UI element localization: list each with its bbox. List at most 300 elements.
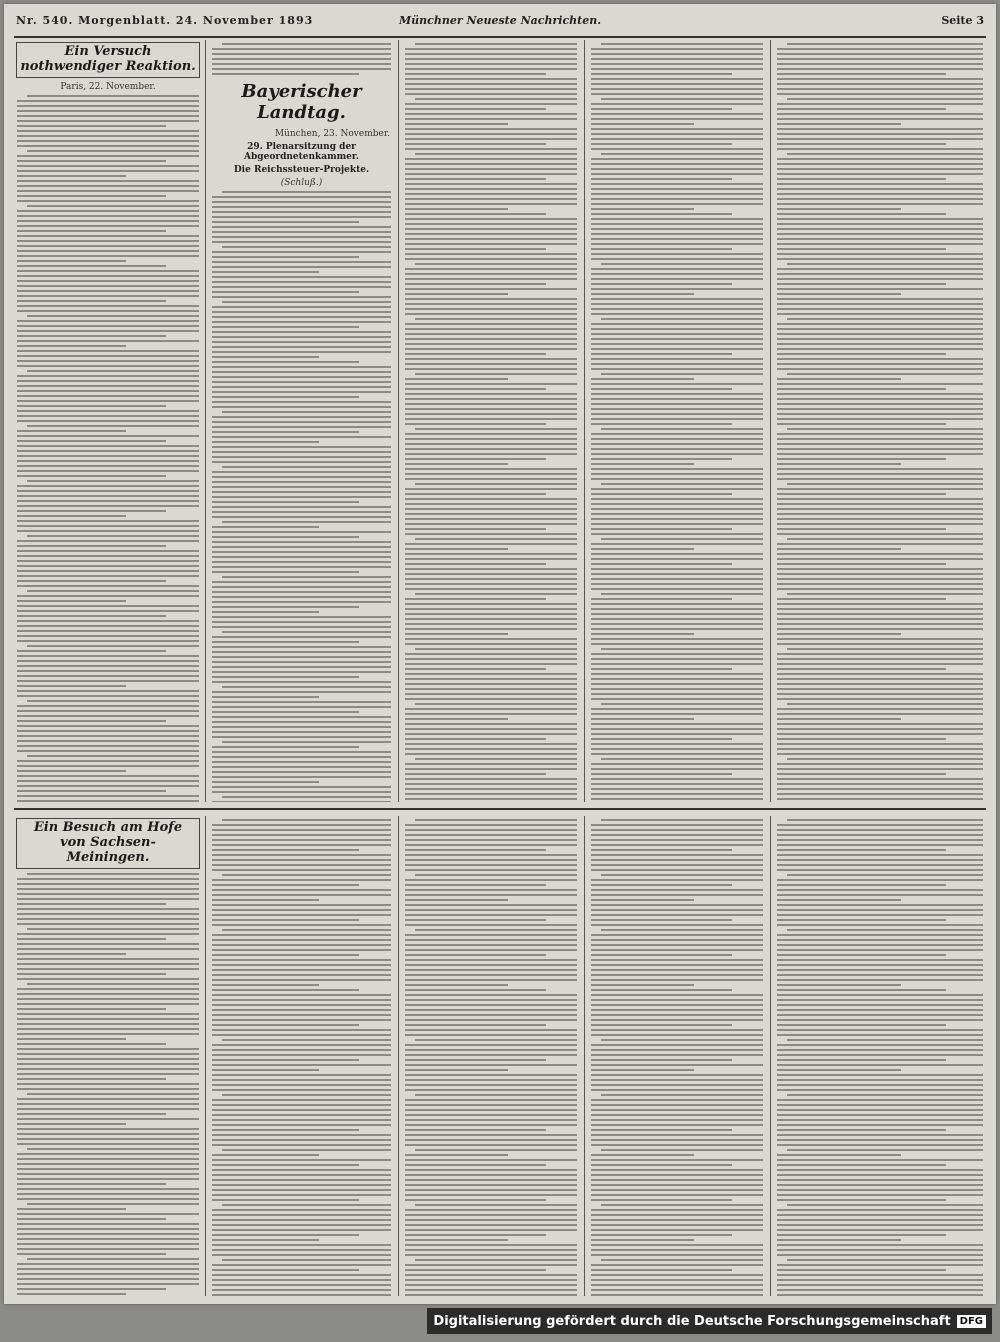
text-line — [212, 736, 391, 738]
text-line — [777, 884, 946, 886]
text-line — [787, 318, 983, 320]
text-line — [212, 306, 391, 308]
text-line — [405, 688, 577, 690]
text-line — [777, 408, 983, 410]
text-line — [17, 375, 199, 377]
text-line — [591, 673, 763, 675]
text-line — [591, 643, 763, 645]
text-line — [405, 218, 577, 220]
text-line — [591, 173, 763, 175]
text-line — [777, 909, 983, 911]
text-line — [17, 670, 199, 672]
text-line — [601, 1204, 763, 1206]
text-line — [777, 1234, 946, 1236]
text-line — [777, 793, 983, 795]
text-line — [591, 293, 694, 295]
text-line — [591, 488, 763, 490]
text-line — [591, 363, 763, 365]
text-line — [591, 323, 763, 325]
text-line — [212, 959, 391, 961]
text-line — [17, 580, 166, 582]
text-line — [212, 621, 391, 623]
text-line — [17, 160, 166, 162]
text-line — [405, 849, 546, 851]
text-line — [212, 681, 391, 683]
text-line — [212, 441, 319, 443]
text-line — [591, 663, 763, 665]
text-line — [212, 904, 391, 906]
text-line — [777, 273, 983, 275]
text-line — [777, 123, 901, 125]
text-line — [17, 1003, 199, 1005]
text-line — [591, 163, 763, 165]
text-line — [17, 250, 199, 252]
text-line — [591, 463, 694, 465]
text-line — [405, 859, 577, 861]
text-line — [591, 1194, 763, 1196]
text-line — [212, 756, 391, 758]
text-line — [212, 1054, 391, 1056]
text-line — [591, 528, 732, 530]
text-line — [17, 883, 199, 885]
text-line — [591, 1064, 763, 1066]
article-title-meiningen: Ein Besuch am Hofe von Sachsen-Meiningen. — [16, 818, 200, 869]
text-line — [601, 648, 763, 650]
text-line — [777, 508, 983, 510]
text-line — [17, 215, 199, 217]
text-line — [787, 874, 983, 876]
text-line — [777, 348, 983, 350]
text-line — [591, 1199, 732, 1201]
text-line — [591, 1044, 763, 1046]
text-line — [405, 603, 577, 605]
text-line — [17, 280, 199, 282]
text-line — [591, 1189, 763, 1191]
text-line — [212, 501, 359, 503]
text-line — [405, 303, 577, 305]
text-line — [591, 193, 763, 195]
text-line — [777, 438, 983, 440]
text-line — [777, 58, 983, 60]
text-line — [591, 228, 763, 230]
text-line — [212, 586, 391, 588]
text-line — [405, 1059, 546, 1061]
text-line — [405, 1034, 577, 1036]
text-line — [17, 585, 199, 587]
text-line — [777, 1199, 946, 1201]
text-line — [405, 673, 577, 675]
text-line — [17, 1223, 199, 1225]
text-line — [591, 1219, 763, 1221]
text-line — [591, 728, 763, 730]
text-line — [222, 521, 391, 523]
text-line — [405, 553, 577, 555]
text-line — [787, 703, 983, 705]
text-line — [405, 1064, 577, 1066]
text-line — [212, 1099, 391, 1101]
text-line — [27, 95, 199, 97]
text-line — [787, 43, 983, 45]
text-line — [777, 93, 983, 95]
text-line — [777, 183, 983, 185]
text-line — [601, 483, 763, 485]
text-line — [591, 834, 763, 836]
text-line — [591, 748, 763, 750]
text-line — [212, 859, 391, 861]
text-line — [591, 533, 763, 535]
text-line — [777, 713, 983, 715]
text-line — [777, 138, 983, 140]
text-line — [591, 248, 732, 250]
text-line — [777, 1214, 983, 1216]
text-line — [415, 1259, 577, 1261]
text-line — [405, 723, 577, 725]
text-line — [212, 1164, 359, 1166]
text-line — [591, 1279, 763, 1281]
text-line — [212, 989, 359, 991]
text-line — [212, 691, 391, 693]
text-line — [591, 658, 763, 660]
text-line — [591, 283, 732, 285]
text-line — [405, 438, 577, 440]
text-line — [591, 268, 763, 270]
text-line — [777, 203, 983, 205]
text-line — [601, 1094, 763, 1096]
text-line — [591, 348, 763, 350]
text-line — [591, 1074, 763, 1076]
text-line — [405, 1224, 577, 1226]
text-line — [591, 964, 763, 966]
text-line — [17, 230, 166, 232]
text-line — [17, 745, 199, 747]
text-line — [17, 1263, 199, 1265]
text-line — [777, 683, 983, 685]
text-line — [591, 408, 763, 410]
text-line — [591, 1019, 763, 1021]
text-line — [591, 753, 763, 755]
text-line — [212, 1294, 391, 1296]
text-line — [405, 323, 577, 325]
text-line — [17, 1193, 199, 1195]
text-line — [212, 781, 319, 783]
text-line — [405, 533, 577, 535]
text-line — [415, 373, 577, 375]
text-line — [17, 888, 199, 890]
text-line — [591, 824, 763, 826]
text-line — [405, 588, 577, 590]
text-line — [17, 725, 199, 727]
text-line — [787, 819, 983, 821]
text-line — [405, 508, 577, 510]
text-line — [405, 728, 577, 730]
text-line — [591, 563, 732, 565]
text-line — [777, 1074, 983, 1076]
text-line — [601, 874, 763, 876]
text-line — [212, 516, 391, 518]
text-line — [405, 63, 577, 65]
text-line — [777, 974, 983, 976]
text-line — [777, 954, 946, 956]
text-line — [591, 88, 763, 90]
text-line — [777, 388, 946, 390]
text-line — [212, 949, 391, 951]
text-line — [17, 1043, 166, 1045]
body-text — [591, 43, 763, 800]
body-text — [405, 819, 577, 1296]
text-line — [777, 693, 983, 695]
text-line — [17, 685, 126, 687]
text-line — [212, 661, 391, 663]
text-line — [405, 1074, 577, 1076]
text-line — [777, 824, 983, 826]
text-line — [212, 1119, 391, 1121]
text-line — [212, 944, 391, 946]
text-line — [777, 1194, 983, 1196]
text-line — [777, 543, 983, 545]
text-line — [591, 859, 763, 861]
text-line — [17, 355, 199, 357]
body-text — [17, 873, 199, 1296]
text-line — [212, 1209, 391, 1211]
text-line — [777, 598, 946, 600]
text-line — [405, 1024, 546, 1026]
text-line — [212, 421, 391, 423]
text-line — [405, 278, 577, 280]
text-line — [591, 919, 732, 921]
text-line — [212, 1214, 391, 1216]
text-line — [405, 613, 577, 615]
text-line — [591, 1124, 763, 1126]
text-line — [17, 625, 199, 627]
body-text — [17, 95, 199, 802]
text-line — [591, 183, 763, 185]
text-line — [27, 590, 199, 592]
text-line — [17, 1218, 166, 1220]
text-line — [591, 213, 732, 215]
text-line — [17, 520, 199, 522]
text-line — [405, 413, 577, 415]
text-line — [212, 656, 391, 658]
text-line — [405, 503, 577, 505]
text-line — [17, 913, 199, 915]
text-line — [777, 834, 983, 836]
text-line — [17, 1233, 199, 1235]
text-line — [777, 1229, 983, 1231]
text-line — [405, 68, 577, 70]
text-line — [601, 428, 763, 430]
text-line — [17, 190, 199, 192]
text-line — [405, 1189, 577, 1191]
text-line — [405, 113, 577, 115]
text-line — [591, 904, 763, 906]
text-line — [27, 1258, 199, 1260]
text-line — [405, 1284, 577, 1286]
text-line — [405, 443, 577, 445]
text-line — [17, 275, 199, 277]
text-line — [17, 770, 126, 772]
text-line — [777, 748, 983, 750]
text-line — [17, 490, 199, 492]
text-line — [212, 1104, 391, 1106]
credit-text: Digitalisierung gefördert durch die Deutsche Forschungsgemeinschaft — [433, 1313, 951, 1329]
text-line — [591, 558, 763, 560]
text-line — [777, 1114, 983, 1116]
text-line — [405, 768, 577, 770]
text-line — [212, 596, 391, 598]
text-line — [222, 1094, 391, 1096]
text-line — [212, 216, 391, 218]
text-line — [405, 298, 577, 300]
text-line — [777, 368, 983, 370]
text-line — [777, 1289, 983, 1291]
text-line — [17, 1013, 199, 1015]
text-line — [17, 185, 199, 187]
text-line — [405, 1129, 546, 1131]
text-line — [212, 446, 391, 448]
text-line — [591, 1099, 763, 1101]
text-line — [17, 285, 199, 287]
text-line — [591, 1119, 763, 1121]
text-line — [777, 178, 946, 180]
body-text — [405, 43, 577, 800]
text-line — [777, 999, 983, 1001]
text-line — [17, 200, 199, 202]
text-line — [777, 1109, 983, 1111]
text-line — [212, 546, 391, 548]
text-line — [222, 466, 391, 468]
text-line — [17, 290, 199, 292]
text-line — [777, 994, 983, 996]
text-line — [777, 213, 946, 215]
text-line — [777, 844, 983, 846]
text-line — [405, 974, 577, 976]
text-line — [17, 320, 199, 322]
text-line — [777, 1009, 983, 1011]
text-line — [777, 423, 946, 425]
text-line — [222, 1039, 391, 1041]
text-line — [787, 593, 983, 595]
text-line — [591, 1024, 732, 1026]
text-line — [777, 333, 983, 335]
text-line — [591, 578, 763, 580]
text-line — [405, 513, 577, 515]
text-line — [591, 423, 732, 425]
text-line — [17, 1028, 199, 1030]
text-line — [212, 711, 359, 713]
text-line — [17, 415, 199, 417]
text-line — [601, 373, 763, 375]
text-line — [405, 944, 577, 946]
text-line — [212, 919, 359, 921]
text-line — [212, 984, 319, 986]
text-line — [777, 313, 983, 315]
text-line — [777, 1164, 946, 1166]
text-line — [17, 695, 199, 697]
text-line — [601, 538, 763, 540]
text-line — [222, 246, 391, 248]
text-line — [212, 676, 359, 678]
text-line — [212, 761, 391, 763]
text-line — [17, 760, 199, 762]
text-line — [212, 1114, 391, 1116]
text-line — [591, 243, 763, 245]
text-line — [777, 904, 983, 906]
text-line — [591, 443, 763, 445]
text-line — [212, 854, 391, 856]
text-line — [405, 248, 546, 250]
text-line — [17, 1163, 199, 1165]
text-line — [777, 678, 983, 680]
text-line — [777, 1239, 901, 1241]
text-line — [212, 401, 391, 403]
text-line — [17, 610, 199, 612]
text-line — [17, 1023, 199, 1025]
text-line — [591, 864, 763, 866]
text-line — [212, 1194, 391, 1196]
text-line — [405, 1159, 577, 1161]
text-line — [212, 824, 391, 826]
text-line — [17, 395, 199, 397]
text-line — [777, 1154, 901, 1156]
text-line — [405, 1144, 577, 1146]
text-line — [405, 1069, 508, 1071]
text-line — [405, 989, 546, 991]
text-line — [405, 333, 577, 335]
text-line — [777, 473, 983, 475]
text-line — [777, 1049, 983, 1051]
text-line — [212, 1184, 391, 1186]
text-line — [777, 864, 983, 866]
text-line — [405, 738, 546, 740]
text-line — [222, 191, 391, 193]
text-line — [405, 899, 508, 901]
text-line — [212, 1064, 391, 1066]
text-line — [777, 964, 983, 966]
text-line — [591, 708, 763, 710]
text-line — [591, 313, 763, 315]
text-line — [777, 1174, 983, 1176]
text-line — [212, 1229, 391, 1231]
text-line — [777, 763, 983, 765]
text-line — [17, 1073, 199, 1075]
text-line — [415, 1039, 577, 1041]
text-line — [17, 345, 126, 347]
text-line — [777, 358, 983, 360]
text-line — [17, 1018, 199, 1020]
text-line — [17, 100, 199, 102]
text-line — [591, 793, 763, 795]
text-line — [591, 573, 763, 575]
text-line — [405, 343, 577, 345]
text-line — [17, 675, 199, 677]
text-line — [17, 545, 166, 547]
text-line — [405, 683, 577, 685]
text-line — [415, 428, 577, 430]
text-line — [777, 653, 983, 655]
text-line — [405, 423, 546, 425]
text-line — [405, 308, 577, 310]
text-line — [212, 1084, 391, 1086]
text-line — [591, 954, 732, 956]
column-rule — [770, 816, 771, 1296]
column-rule — [205, 816, 206, 1296]
text-line — [17, 155, 199, 157]
text-line — [405, 643, 577, 645]
text-line — [777, 323, 983, 325]
text-line — [777, 303, 983, 305]
text-line — [27, 480, 199, 482]
text-line — [17, 385, 199, 387]
